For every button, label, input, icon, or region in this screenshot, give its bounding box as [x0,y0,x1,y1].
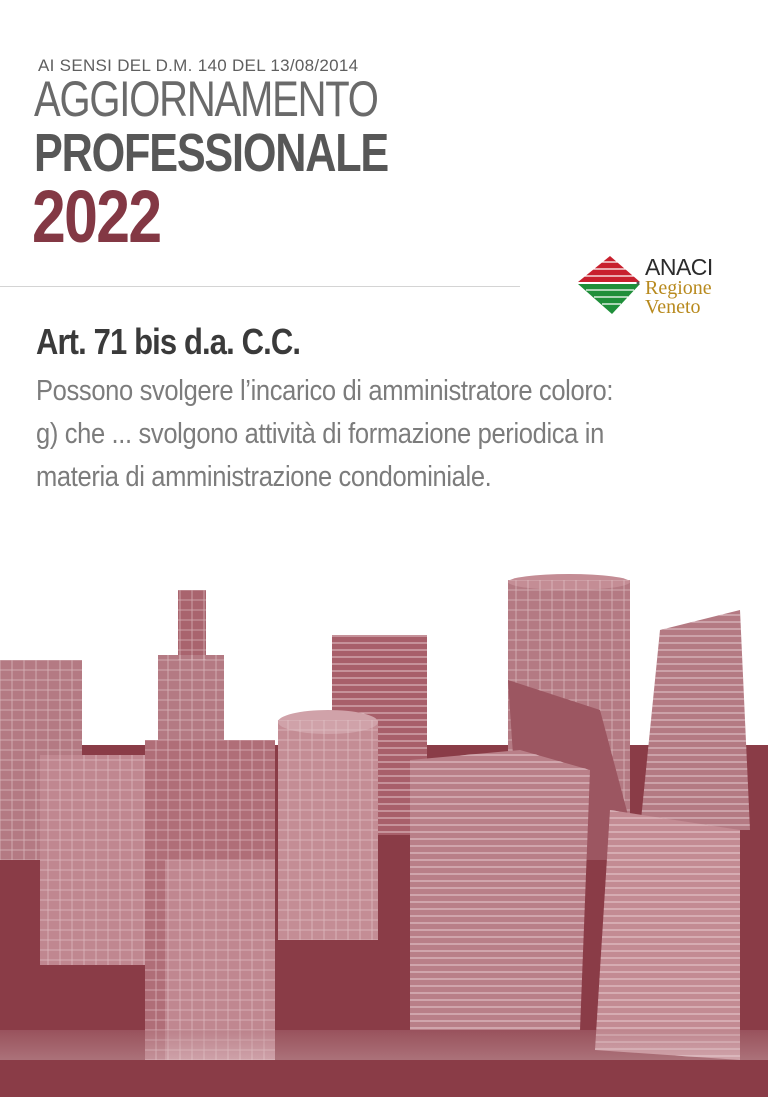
logo-region: Regione [645,277,712,299]
article-line-1: Possono svolgere l’incarico di amministratore coloro: [36,375,614,407]
article-line-2: g) che ... svolgono attività di formazione periodica in [36,418,604,450]
building-main-block [145,740,275,1060]
year-title: 2022 [32,175,161,258]
logo-fan-icon [578,256,640,314]
article-line-3: materia di amministrazione condominiale. [36,461,492,493]
logo-veneto: Veneto [645,296,701,318]
building-mid-large [410,750,590,1030]
building-right-front [595,810,740,1060]
title-professionale: PROFESSIONALE [34,123,389,183]
building-far-right [640,610,750,830]
city-skyline-illustration [0,560,768,1097]
kicker-text: AI SENSI DEL D.M. 140 DEL 13/08/2014 [38,56,359,75]
article-body [36,370,731,499]
title-aggiornamento: AGGIORNAMENTO [34,71,378,127]
logo-name: ANACI [645,254,713,280]
divider-line [0,286,520,287]
building-round [278,710,378,940]
building-left-block [40,755,150,965]
article-title: Art. 71 bis d.a. C.C. [36,321,301,362]
